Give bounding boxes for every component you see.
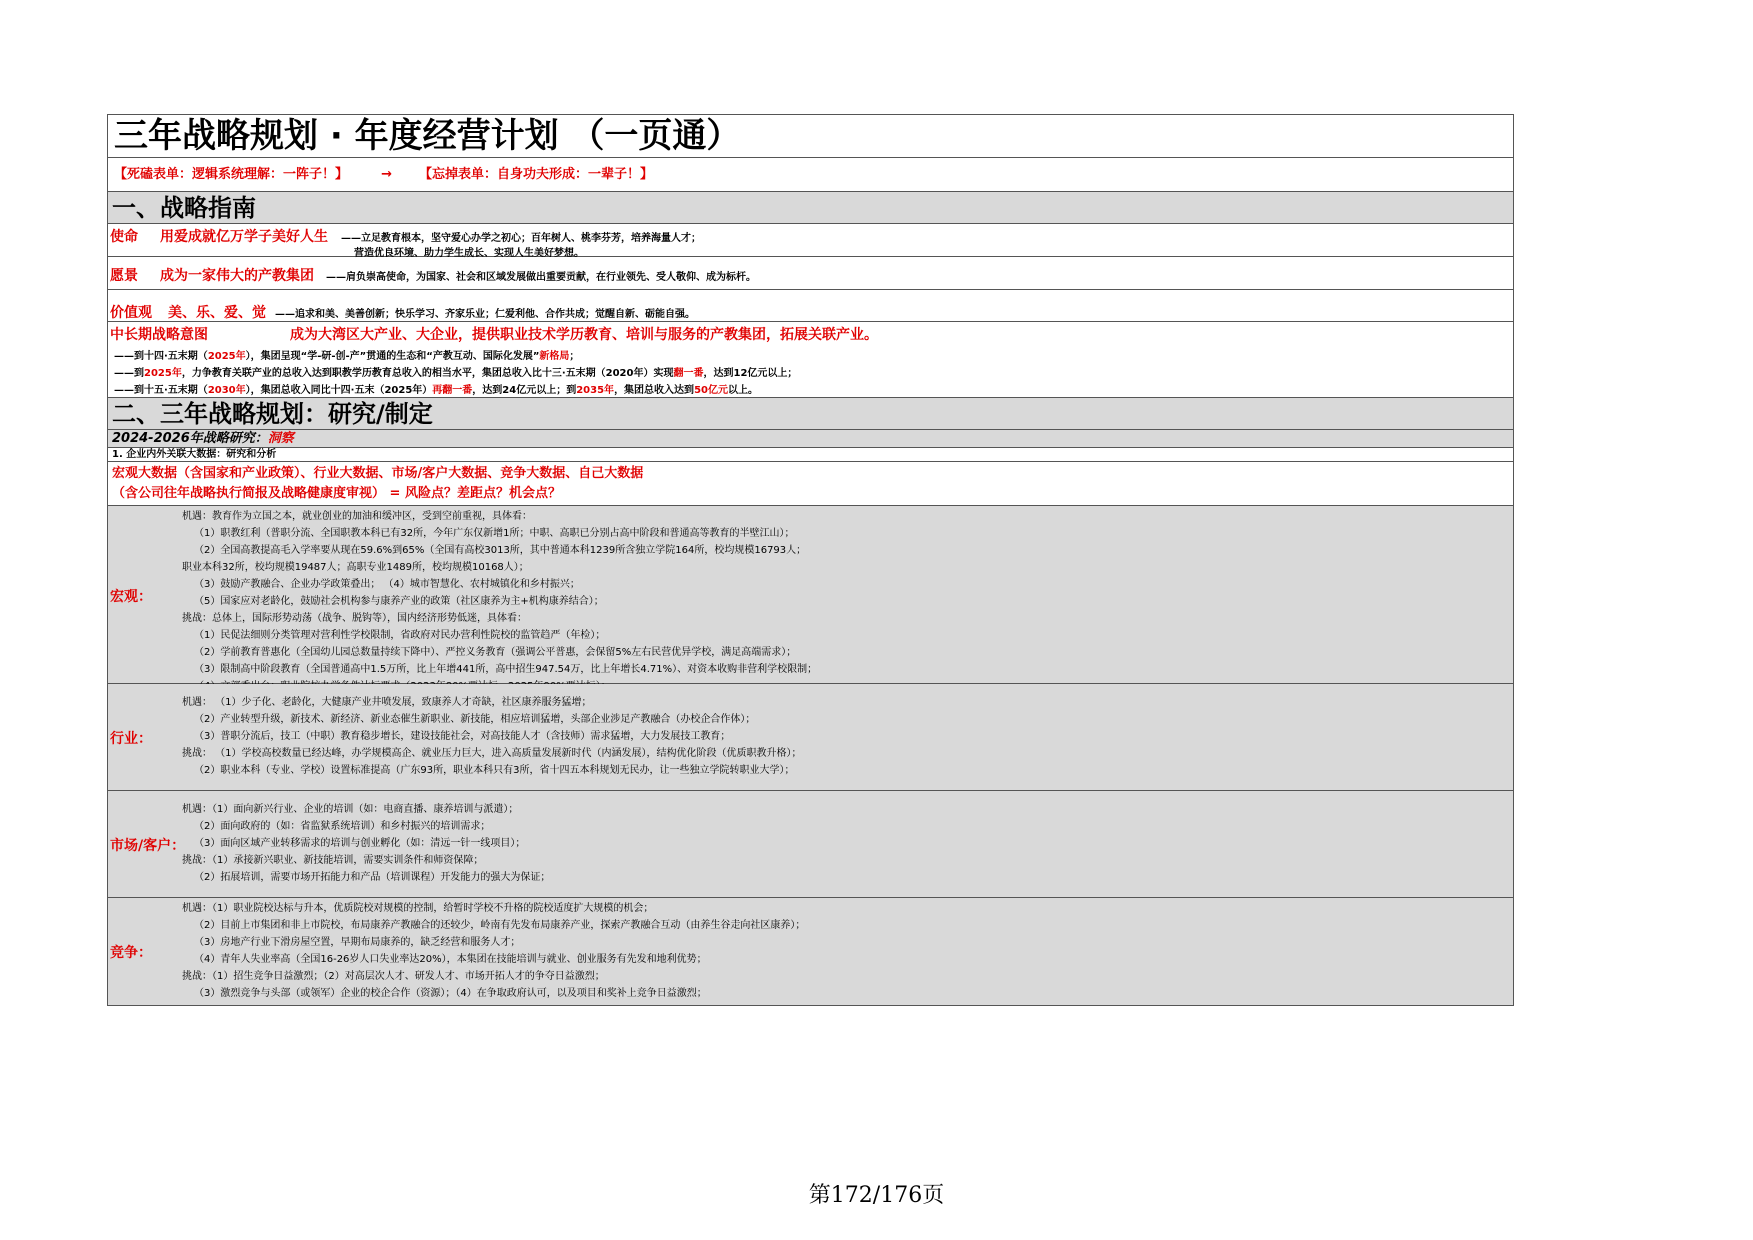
competition-line: 机遇：（1）职业院校达标与升本，优质院校对规模的控制，给暂时学校不升格的院校适度扩大规模的机会； [182,903,654,914]
values-row [108,290,1513,322]
industry-row [108,684,1513,791]
sheet-title: 三年战略规划 · 年度经营计划 （一页通） [108,115,1513,158]
vision-label: 愿景 [110,268,138,284]
macro-line: （2）学前教育普惠化（全国幼儿园总数量持续下降中）、严控义务教育（强调公平普惠，会保留5%左右民营优异学校，满足高端需求）； [194,647,797,658]
slogan-row [108,158,1513,192]
market-line: 挑战：（1）承接新兴职业、新技能培训，需要实训条件和师资保障； [182,855,484,866]
vision-headline: 成为一家伟大的产教集团 [160,268,314,284]
market-line: 机遇：（1）面向新兴行业、企业的培训（如：电商直播、康养培训与派遣）； [182,804,519,815]
market-lines [182,801,1503,886]
industry-line: 挑战： （1）学校高校数量已经达峰，办学规模高企、就业压力巨大，进入高质量发展新时代（内涵发展），结构优化阶段（优质职教升格）； [182,748,802,759]
market-line: （2）拓展培训，需要市场开拓能力和产品（培训课程）开发能力的强大为保证； [194,872,551,883]
study-insight: 洞察 [267,431,294,446]
vision-row [108,257,1513,290]
mission-text: ——立足教育根本，坚守爱心办学之初心；百年树人、桃李芬芳，培养海量人才； [341,233,701,244]
mission-text2: 营造优良环境、助力学生成长、实现人生美好梦想。 [354,248,584,259]
study-title: 2024-2026年战略研究： [112,431,268,446]
study-heading [108,430,1513,448]
macro-line: （3）限制高中阶段教育（全国普通高中1.5万所，比上年增441所，高中招生947.54万，比上年增长4.71%）、对资本收购非营利学校限制； [194,664,818,675]
values-label: 价值观 [110,305,152,321]
competition-line: 挑战：（1）招生竞争日益激烈；（2）对高层次人才、研发人才、市场开拓人才的争夺日益激烈； [182,971,605,982]
market-row [108,791,1513,898]
competition-lines [182,900,1503,1002]
macro-line: 挑战：总体上，国际形势动荡（战争、脱钩等），国内经济形势低迷，具体看： [182,613,527,624]
industry-line: （2）产业转型升级，新技术、新经济、新业态催生新职业、新技能，相应培训猛增，头部企业涉足产教融合（办校企合作体）； [194,714,756,725]
midterm-line-3: ——到十五·五末期（2030年），集团总收入同比十四·五末（2025年）再翻一番，达到24亿元以上；到2035年，集团总收入达到50亿元以上。 [114,385,758,396]
slogan-right: 【忘掉表单：自身功夫形成：一辈子！】 [419,167,654,182]
macro-row [108,506,1513,684]
midterm-headline: 成为大湾区大产业、大企业，提供职业技术学历教育、培训与服务的产教集团，拓展关联产业。 [290,327,878,343]
macro-line: （1）职教红利（普职分流、全国职教本科已有32所，今年广东仅新增1所；中职、高职已分别占高中阶段和普通高等教育的半壁江山）； [194,528,795,539]
bigdata-line-2: （含公司往年战略执行简报及战略健康度审视） = 风险点？差距点？机会点？ [112,486,561,501]
competition-line: （3）激烈竞争与头部（或领军）企业的校企合作（资源）；（4）在争取政府认可，以及项目和奖补上竞争日益激烈； [194,988,707,999]
macro-lines [182,508,1503,695]
macro-label: 宏观： [110,589,152,605]
macro-line: （2）全国高教提高毛入学率要从现在59.6%到65%（全国有高校3013所，其中普通本科1239所含独立学院164所，校均规模16793人； [194,545,807,556]
industry-line: 机遇： （1）少子化、老龄化，大健康产业井喷发展，致康养人才奇缺，社区康养服务猛增； [182,697,592,708]
macro-line: （1）民促法细则分类管理对营利性学校限制，省政府对民办营利性院校的监管趋严（年检）； [194,630,606,641]
competition-line: （4）青年人失业率高（全国16-26岁人口失业率达20%），本集团在技能培训与就业、创业服务有先发和地利优势； [194,954,707,965]
macro-line: （5）国家应对老龄化，鼓励社会机构参与康养产业的政策（社区康养为主+机构康养结合）； [194,596,604,607]
midterm-label: 中长期战略意图 [110,327,208,343]
industry-label: 行业： [110,731,152,747]
competition-line: （3）房地产行业下滑房屋空置，早期布局康养的，缺乏经营和服务人才； [194,937,521,948]
market-line: （2）面向政府的（如：省监狱系统培训）和乡村振兴的培训需求； [194,821,491,832]
competition-line: （2）目前上市集团和非上市院校，布局康养产教融合的还较少，岭南有先发布局康养产业，探索产教融合互动（由养生谷走向社区康养）； [194,920,806,931]
values-headline: 美、乐、爱、觉 [168,305,266,321]
section2-heading: 二、三年战略规划：研究/制定 [108,398,1513,430]
mission-headline: 用爱成就亿万学子美好人生 [160,229,328,245]
competition-row [108,898,1513,1005]
bigdata-subheading: 1. 企业内外关联大数据：研究和分析 [108,448,1513,462]
midterm-row [108,322,1513,398]
market-label: 市场/客户： [110,838,186,854]
values-text: ——追求和美、美善创新；快乐学习、齐家乐业；仁爱利他、合作共成；觉醒自新、砺能自强。 [275,309,695,320]
slogan-left: 【死磕表单：逻辑系统理解：一阵子！】 [114,167,349,182]
industry-lines [182,694,1503,779]
bigdata-line-1: 宏观大数据（含国家和产业政策）、行业大数据、市场/客户大数据、竞争大数据、自己大数据 [112,466,644,481]
midterm-line-1: ——到十四·五末期（2025年），集团呈现“学-研-创-产”贯通的生态和“产教互动、国际化发展”新格局； [114,351,580,362]
section1-heading: 一、战略指南 [108,192,1513,224]
strategy-sheet [107,114,1514,1006]
macro-line: 机遇：教育作为立国之本，就业创业的加油和缓冲区，受到空前重视，具体看： [182,511,532,522]
mission-row [108,224,1513,257]
market-line: （3）面向区域产业转移需求的培训与创业孵化（如：清远一针一线项目）； [194,838,526,849]
vision-text: ——肩负崇高使命，为国家、社会和区域发展做出重要贡献，在行业领先、受人敬仰、成为标杆。 [326,272,756,283]
industry-line: （3）普职分流后，技工（中职）教育稳步增长，建设技能社会，对高技能人才（含技师）需求猛增，大力发展技工教育； [194,731,731,742]
competition-label: 竞争： [110,945,152,961]
bigdata-row [108,462,1513,506]
slogan-arrow: → [381,167,392,182]
industry-line: （2）职业本科（专业、学校）设置标准提高（广东93所，职业本科只有3所，省十四五本科规划无民办，让一些独立学院转职业大学）； [194,765,795,776]
mission-label: 使命 [110,229,138,245]
macro-line: （3）鼓励产教融合、企业办学政策叠出； （4）城市智慧化、农村城镇化和乡村振兴； [194,579,580,590]
midterm-line-2: ——到2025年，力争教育关联产业的总收入达到职教学历教育总收入的相当水平，集团总收入比十三·五末期（2020年）实现翻一番，达到12亿元以上； [114,368,798,379]
macro-line: 职业本科32所，校均规模19487人；高职专业1489所，校均规模10168人）； [182,562,529,573]
page-number: 第172/176页 [808,1183,945,1208]
